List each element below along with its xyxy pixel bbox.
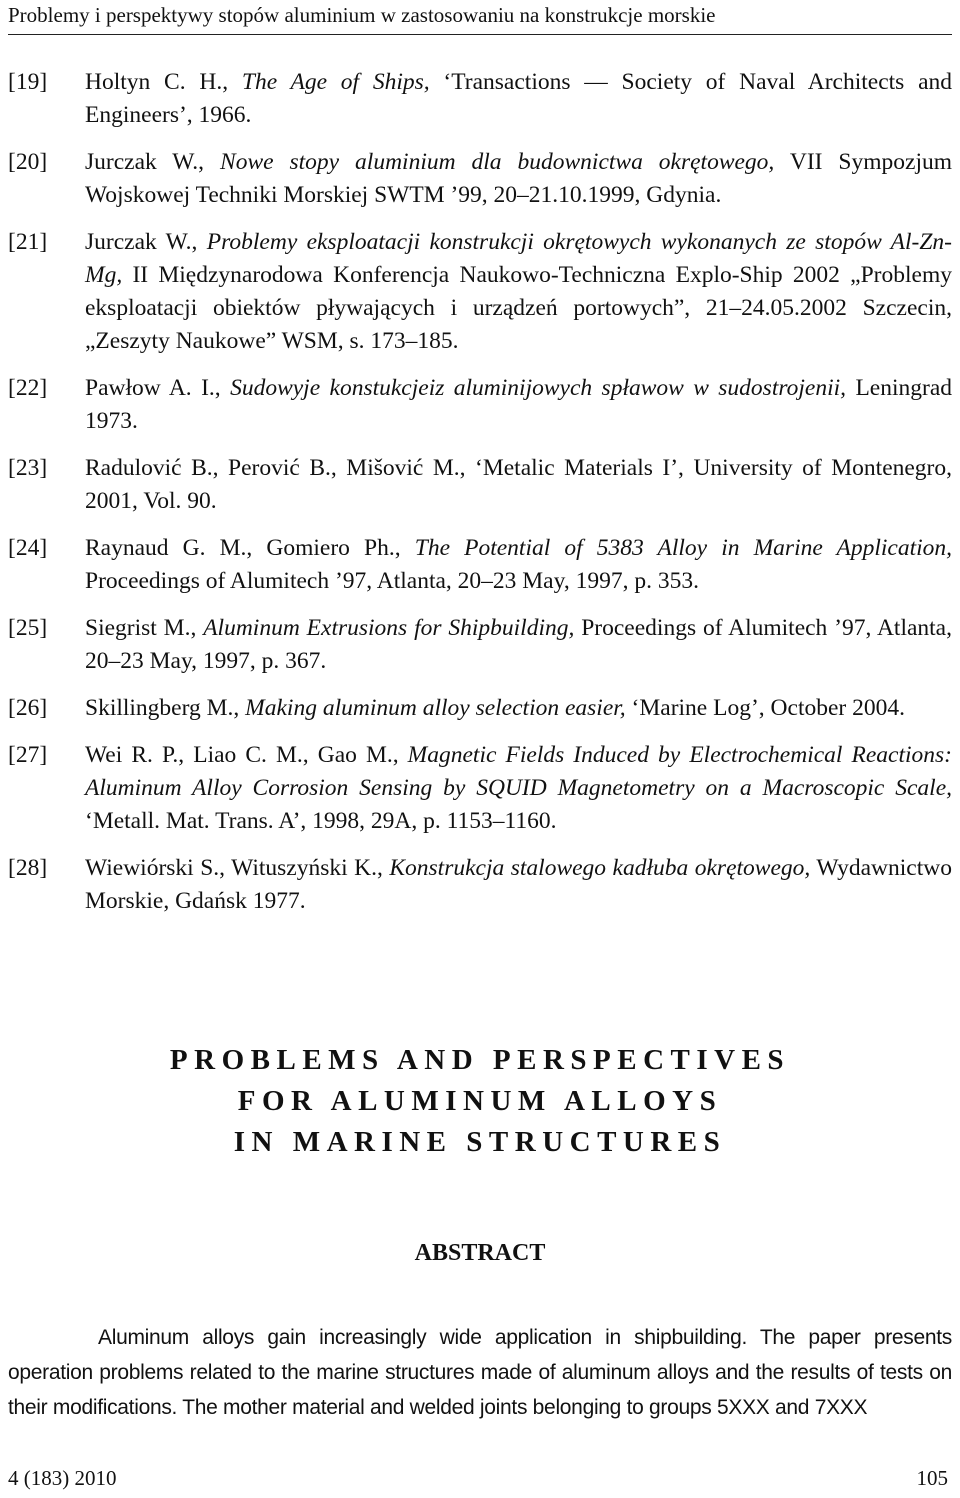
reference-authors: Holtyn C. H.,	[85, 69, 229, 95]
abstract-heading: ABSTRACT	[414, 1240, 546, 1266]
reference-title: Problemy eksploatacji konstrukcji okrętowych wykonanych ze stopów Al-Zn-Mg,	[85, 229, 953, 288]
reference-item	[8, 452, 952, 518]
reference-source: Leningrad 1973.	[85, 375, 953, 434]
reference-number: [28]	[8, 855, 48, 881]
reference-text	[85, 612, 952, 678]
reference-text	[85, 66, 952, 132]
reference-text	[85, 372, 952, 438]
reference-item	[8, 372, 952, 438]
reference-title: Nowe stopy aluminium dla budownictwa okrętowego,	[220, 149, 775, 175]
reference-title: The Potential of 5383 Alloy in Marine Application,	[414, 535, 952, 561]
abstract-text: Aluminum alloys gain increasingly wide application in shipbuilding. The paper presents operation problems related to the marine structures made of aluminum alloys and the results of tests on their modifications. The mother material and welded joints belonging to groups 5XXX and 7XXX	[8, 1326, 952, 1419]
reference-item	[8, 692, 952, 725]
reference-source: VII Sympozjum Wojskowej Techniki Morskiej SWTM ’99, 20–21.10.1999, Gdynia.	[85, 149, 953, 208]
reference-number: [22]	[8, 375, 48, 401]
reference-number: [19]	[8, 69, 48, 95]
reference-title: The Age of Ships,	[241, 69, 430, 95]
reference-item	[8, 852, 952, 918]
reference-authors: Wiewiórski S., Wituszyński K.,	[85, 855, 383, 881]
reference-source: Wydawnictwo Morskie, Gdańsk 1977.	[85, 855, 952, 914]
reference-list	[8, 66, 952, 932]
reference-authors: Skillingberg M.,	[85, 695, 240, 721]
footer-page-number: 105	[916, 1466, 948, 1490]
reference-source: ‘Metall. Mat. Trans. A’, 1998, 29A, p. 1153–1160.	[85, 808, 557, 834]
running-header: Problemy i perspektywy stopów aluminium w zastosowaniu na konstrukcje morskie	[8, 0, 952, 35]
english-title-line-3: IN MARINE STRUCTURES	[233, 1126, 727, 1158]
reference-title: Magnetic Fields Induced by Electrochemical Reactions: Aluminum Alloy Corrosion Sensing by SQUID Magnetometry on a Macroscopic Scale,	[85, 742, 953, 801]
reference-text	[85, 146, 952, 212]
reference-text	[85, 452, 952, 518]
reference-text	[85, 692, 952, 725]
reference-item	[8, 66, 952, 132]
reference-source: Proceedings of Alumitech ’97, Atlanta, 20–23 May, 1997, p. 367.	[85, 615, 952, 674]
reference-source: ‘Transactions — Society of Naval Architects and Engineers’, 1966.	[85, 69, 953, 128]
reference-authors: Wei R. P., Liao C. M., Gao M.,	[85, 742, 399, 768]
reference-authors: Raynaud G. M., Gomiero Ph.,	[85, 535, 401, 561]
reference-number: [27]	[8, 742, 48, 768]
english-title-line-1: PROBLEMS AND PERSPECTIVES	[169, 1044, 791, 1076]
reference-item	[8, 146, 952, 212]
english-title	[0, 1040, 960, 1163]
reference-authors: Jurczak W.,	[85, 149, 205, 175]
reference-authors: Radulović B., Perović B., Mišović M.,	[85, 455, 466, 481]
reference-source: ‘Marine Log’, October 2004.	[631, 695, 905, 721]
reference-title: Aluminum Extrusions for Shipbuilding,	[203, 615, 575, 641]
reference-source: ‘Metalic Materials I’, University of Montenegro, 2001, Vol. 90.	[85, 455, 953, 514]
reference-number: [23]	[8, 455, 48, 481]
reference-authors: Jurczak W.,	[85, 229, 198, 255]
reference-item	[8, 612, 952, 678]
reference-item	[8, 739, 952, 838]
reference-number: [24]	[8, 535, 48, 561]
reference-number: [25]	[8, 615, 48, 641]
reference-text	[85, 532, 952, 598]
reference-number: [21]	[8, 229, 48, 255]
reference-item	[8, 226, 952, 358]
reference-authors: Pawłow A. I.,	[85, 375, 221, 401]
reference-number: [20]	[8, 149, 48, 175]
reference-text	[85, 852, 952, 918]
reference-number: [26]	[8, 695, 48, 721]
reference-source: Proceedings of Alumitech ’97, Atlanta, 20–23 May, 1997, p. 353.	[85, 568, 699, 594]
reference-text	[85, 226, 952, 358]
reference-authors: Siegrist M.,	[85, 615, 197, 641]
reference-item	[8, 532, 952, 598]
reference-title: Sudowyje konstukcjeiz aluminijowych spławow w sudostrojenii,	[230, 375, 847, 401]
reference-text	[85, 739, 952, 838]
reference-title: Making aluminum alloy selection easier,	[245, 695, 626, 721]
reference-title: Konstrukcja stalowego kadłuba okrętowego,	[389, 855, 811, 881]
footer-issue: 4 (183) 2010	[8, 1466, 117, 1490]
english-title-line-2: FOR ALUMINUM ALLOYS	[237, 1085, 723, 1117]
reference-source: II Międzynarodowa Konferencja Naukowo-Techniczna Explo-Ship 2002 „Problemy eksploatacji obiektów pływających i urządzeń portowych”, 21–24.05.2002 Szczecin, „Zeszyty Naukowe” WSM, s. 173–185.	[85, 262, 952, 354]
